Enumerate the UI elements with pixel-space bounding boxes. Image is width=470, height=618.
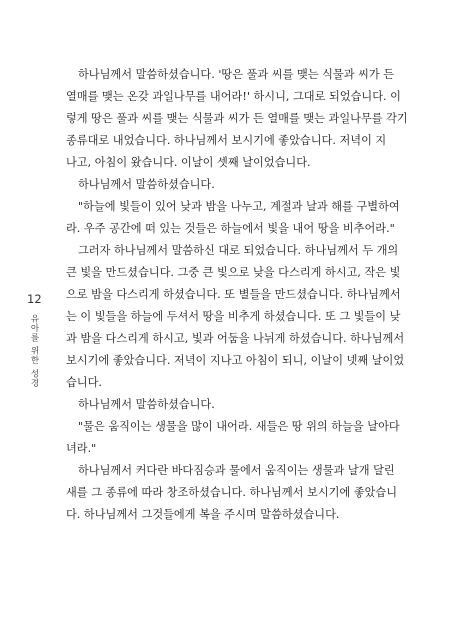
body-text (66, 64, 408, 526)
text-line: 보시기에 좋았습니다. 저녁이 지나고 아침이 되니, 이날이 넷째 날이었 (66, 354, 405, 367)
text-line: 으로 밤을 다스리게 하셨습니다. 또 별들을 만드셨습니다. 하나님께서 (66, 288, 401, 301)
text-line: 습니다. (66, 376, 102, 389)
text-line: 큰 빛을 만드셨습니다. 그중 큰 빛으로 낮을 다스리게 하시고, 작은 빛 (66, 266, 401, 279)
text-line: 하나님께서 말씀하셨습니다. (78, 178, 215, 191)
text-line: 녀라." (66, 442, 97, 455)
text-line: 그러자 하나님께서 말씀하신 대로 되었습니다. 하나님께서 두 개의 (78, 244, 399, 257)
text-line: 하나님께서 말씀하셨습니다. '땅은 풀과 씨를 맺는 식물과 씨가 든 (78, 68, 395, 81)
text-line: 열매를 맺는 온갖 과일나무를 내어라!' 하시니, 그대로 되었습니다. 이 (66, 90, 401, 103)
text-line: 하나님께서 말씀하셨습니다. (78, 398, 215, 411)
text-line: 다. 하나님께서 그것들에게 복을 주시며 말씀하셨습니다. (66, 508, 340, 521)
text-line: 새를 그 종류에 따라 창조하셨습니다. 하나님께서 보시기에 좋았습니 (66, 486, 398, 499)
text-line: 라. 우주 공간에 떠 있는 것들은 하늘에서 빛을 내어 땅을 비추어라." (66, 222, 395, 235)
text-line: 종류대로 내었습니다. 하나님께서 보시기에 좋았습니다. 저녁이 지 (66, 134, 387, 147)
text-line: 하나님께서 커다란 바다짐승과 물에서 움직이는 생물과 날개 달린 (78, 464, 395, 477)
text-line: 나고, 아침이 왔습니다. 이날이 셋째 날이었습니다. (66, 156, 311, 169)
text-line: "하늘에 빛들이 있어 낮과 밤을 나누고, 계절과 날과 해를 구별하여 (78, 200, 400, 213)
text-line: 렇게 땅은 풀과 씨를 맺는 식물과 씨가 든 열매를 맺는 과일나무를 각기 (66, 112, 408, 125)
page-number: 12 (27, 292, 42, 306)
running-title: 유아를 위한 성경 (29, 314, 39, 388)
text-line: "물은 움직이는 생물을 많이 내어라. 새들은 땅 위의 하늘을 날아다 (78, 420, 400, 433)
text-line: 는 이 빛들을 하늘에 두셔서 땅을 비추게 하셨습니다. 또 그 빛들이 낮 (66, 310, 401, 323)
text-line: 과 밤을 다스리게 하시고, 빛과 어둠을 나뉘게 하셨습니다. 하나님께서 (66, 332, 405, 345)
